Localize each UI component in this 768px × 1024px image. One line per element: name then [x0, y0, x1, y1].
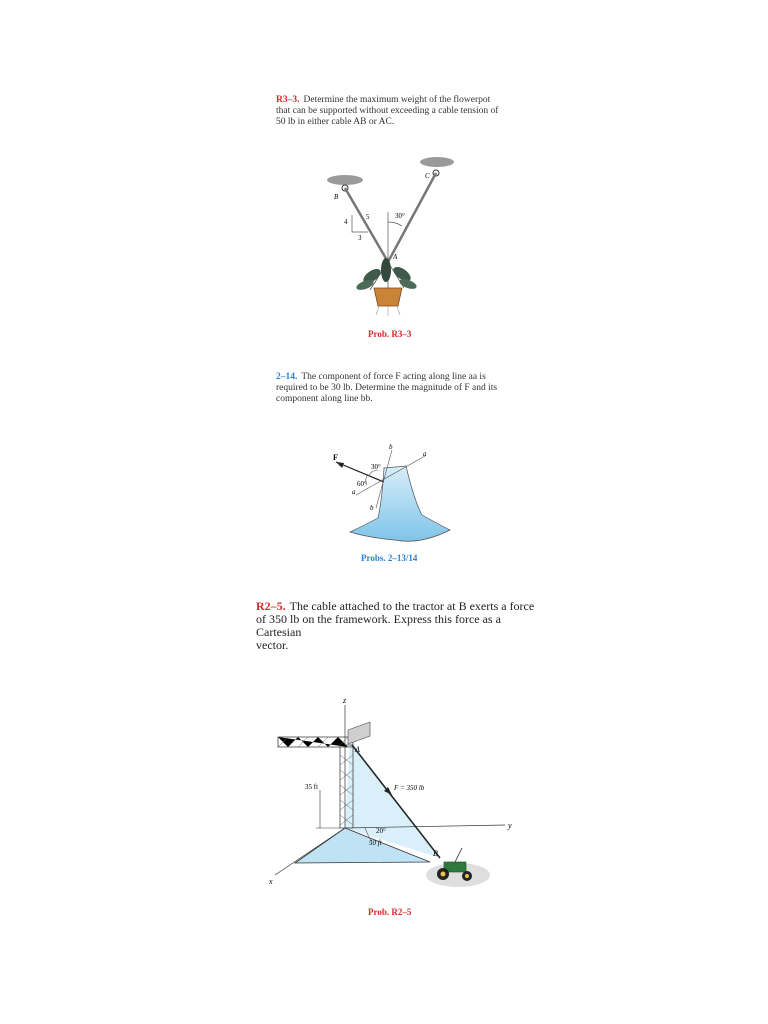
- label-angle-30: 30°: [395, 212, 405, 220]
- problem-line: Determine the maximum weight of the flowerpot: [303, 95, 491, 105]
- label-angle-60: 60°: [357, 480, 367, 488]
- problem-line: The cable attached to the tractor at B exerts a force: [289, 599, 535, 613]
- problem-line: of 350 lb on the framework. Express this force as a Cartesian: [256, 612, 501, 639]
- label-b: B: [334, 193, 339, 201]
- label-a-bottom: a: [352, 488, 356, 496]
- label-b: B: [433, 849, 438, 858]
- label-x: x: [269, 877, 273, 886]
- problem-line: component along line bb.: [276, 394, 373, 404]
- label-force: F = 350 lb: [394, 784, 425, 792]
- label-a: A: [393, 253, 398, 261]
- problem-line: The component of force F acting along line aa is: [301, 372, 486, 382]
- label-4: 4: [344, 218, 348, 226]
- label-b-bottom: b: [370, 504, 374, 512]
- top-box: [348, 722, 370, 744]
- truss-bracing: [278, 737, 348, 747]
- label-angle-20: 20°: [376, 827, 386, 835]
- problem-number: R3–3.: [276, 95, 300, 105]
- label-z: z: [343, 696, 347, 705]
- problem-number: 2–14.: [276, 372, 298, 382]
- label-b-top: b: [389, 443, 393, 451]
- label-y: y: [508, 821, 512, 830]
- problem-line: required to be 30 lb. Determine the magnitude of F and its: [276, 383, 498, 393]
- problem-number: R2–5.: [256, 599, 286, 613]
- problem-line: that can be supported without exceeding a cable tension of: [276, 106, 499, 116]
- caption-r2-5: Prob. R2–5: [368, 907, 412, 917]
- label-a-top: a: [423, 450, 427, 458]
- label-f: F: [333, 453, 338, 462]
- label-3: 3: [358, 234, 362, 242]
- label-angle-30: 30°: [371, 463, 381, 471]
- caption-r3-3: Prob. R3–3: [368, 329, 412, 339]
- label-a: A: [355, 745, 360, 754]
- caption-2-13-14: Probs. 2–13/14: [361, 553, 418, 563]
- problem-line: 50 lb in either cable AB or AC.: [276, 117, 395, 127]
- label-5: 5: [366, 213, 370, 221]
- label-35ft: 35 ft: [305, 783, 319, 791]
- problem-line: vector.: [256, 638, 289, 652]
- label-50ft: 50 ft: [369, 839, 382, 847]
- label-c: C: [425, 172, 430, 180]
